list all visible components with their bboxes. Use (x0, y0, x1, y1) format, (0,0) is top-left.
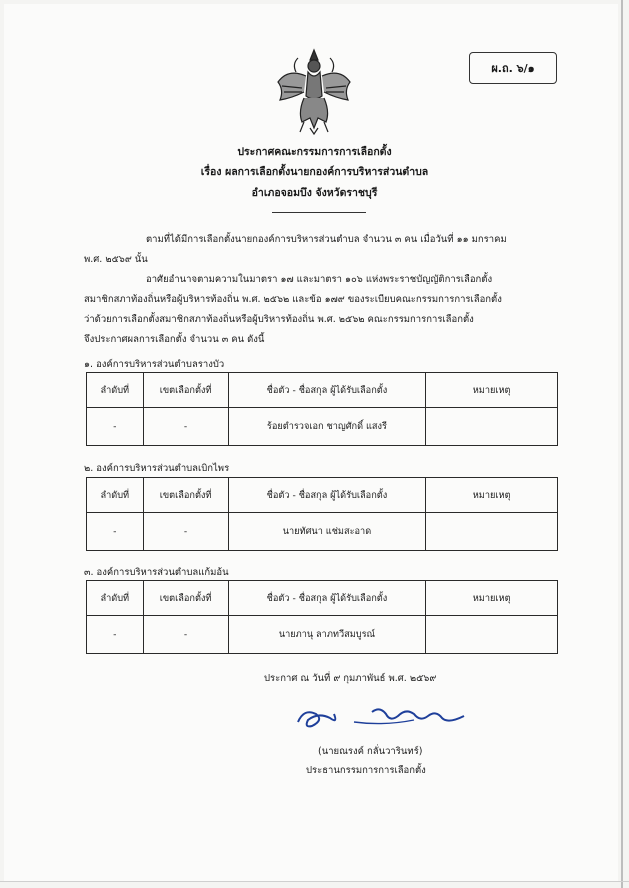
cell-district: - (143, 616, 228, 654)
announcement-title: ประกาศคณะกรรมการการเลือกตั้ง (237, 146, 392, 158)
section-title: ๒. องค์การบริหารส่วนตำบลเบิกไพร (84, 463, 230, 474)
table-row (87, 408, 558, 446)
cell-name: นายทัศนา แช่มสะอาด (228, 513, 426, 551)
header-name: ชื่อตัว - ชื่อสกุล ผู้ได้รับเลือกตั้ง (228, 478, 426, 513)
cell-remark (426, 513, 558, 551)
cell-remark (426, 408, 558, 446)
signer-name (0, 744, 629, 759)
signature-icon (294, 700, 474, 734)
cell-district: - (143, 513, 228, 551)
cell-district: - (143, 408, 228, 446)
results-table (86, 477, 558, 551)
announcement-subject: เรื่อง ผลการเลือกตั้งนายกองค์การบริหารส่วนตำบล (200, 166, 429, 178)
header-name: ชื่อตัว - ชื่อสกุล ผู้ได้รับเลือกตั้ง (228, 373, 426, 408)
header-order: ลำดับที่ (87, 478, 144, 513)
title-divider (272, 212, 366, 213)
table-row (87, 616, 558, 654)
signer-name-text: (นายณรงค์ กลั่นวารินทร์) (318, 746, 423, 757)
announcement-district: อำเภอจอมบึง จังหวัดราชบุรี (251, 187, 378, 199)
header-district: เขตเลือกตั้งที่ (143, 478, 228, 513)
header-order: ลำดับที่ (87, 581, 144, 616)
intro-paragraph-2-line-4: จึงประกาศผลการเลือกตั้ง จำนวน ๓ คน ดังนี้ (84, 334, 265, 345)
form-code-box: ผ.ถ. ๖/๑ (469, 52, 557, 84)
intro-paragraph-1-line-2: พ.ศ. ๒๕๖๙ นั้น (84, 254, 148, 265)
page-edge-bottom (0, 881, 629, 882)
cell-order: - (87, 513, 144, 551)
cell-order: - (87, 408, 144, 446)
header-order: ลำดับที่ (87, 373, 144, 408)
signer-position-text: ประธานกรรมการการเลือกตั้ง (306, 765, 426, 776)
announcement-date: ประกาศ ณ วันที่ ๙ กุมภาพันธ์ พ.ศ. ๒๕๖๙ (264, 673, 437, 684)
results-table (86, 580, 558, 654)
intro-paragraph-2-line-3: ว่าด้วยการเลือกตั้งสมาชิกสภาท้องถิ่นหรือผู้บริหารท้องถิ่น พ.ศ. ๒๕๖๒ คณะกรรมการการเลือกตั้ง (84, 314, 474, 325)
cell-remark (426, 616, 558, 654)
table-header-row (87, 581, 558, 616)
intro-paragraph-1-line-1: ตามที่ได้มีการเลือกตั้งนายกองค์การบริหารส่วนตำบล จำนวน ๓ คน เมื่อวันที่ ๑๑ มกราคม (146, 234, 507, 245)
header-remark: หมายเหตุ (426, 478, 558, 513)
section-title: ๑. องค์การบริหารส่วนตำบลรางบัว (84, 359, 225, 370)
cell-name: นายภานุ ลาภทวีสมบูรณ์ (228, 616, 426, 654)
table-header-row (87, 373, 558, 408)
header-name: ชื่อตัว - ชื่อสกุล ผู้ได้รับเลือกตั้ง (228, 581, 426, 616)
signer-position (0, 763, 629, 778)
intro-paragraph-2-line-1: อาศัยอำนาจตามความในมาตรา ๑๗ และมาตรา ๑๐๖ แห่งพระราชบัญญัติการเลือกตั้ง (146, 274, 493, 285)
cell-name: ร้อยตำรวจเอก ชาญศักดิ์ แสงรี (228, 408, 426, 446)
table-row (87, 513, 558, 551)
header-remark: หมายเหตุ (426, 373, 558, 408)
garuda-emblem-icon (274, 46, 354, 136)
cell-order: - (87, 616, 144, 654)
header-remark: หมายเหตุ (426, 581, 558, 616)
results-table (86, 372, 558, 446)
header-district: เขตเลือกตั้งที่ (143, 373, 228, 408)
header-district: เขตเลือกตั้งที่ (143, 581, 228, 616)
section-title: ๓. องค์การบริหารส่วนตำบลแก้มอ้น (84, 567, 229, 578)
intro-paragraph-2-line-2: สมาชิกสภาท้องถิ่นหรือผู้บริหารท้องถิ่น พ.ศ. ๒๕๖๒ และข้อ ๑๗๙ ของระเบียบคณะกรรมการการเลือกตั้ง (84, 294, 502, 305)
table-header-row (87, 478, 558, 513)
